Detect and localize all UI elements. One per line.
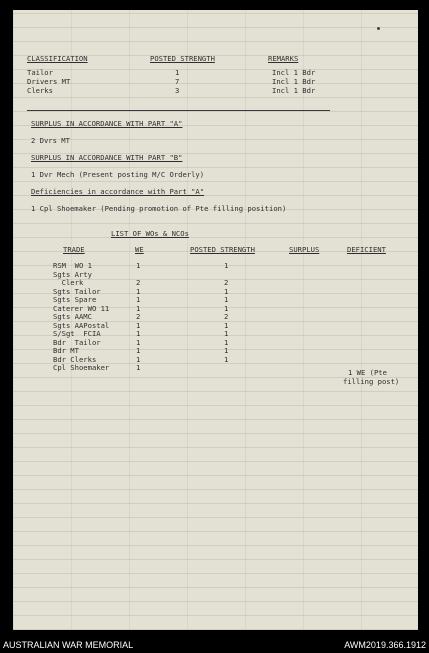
list-row-posted: 1 xyxy=(224,320,229,330)
list-row-we: 2 xyxy=(136,312,141,321)
col-header-remarks: REMARKS xyxy=(268,54,299,63)
list-header-posted-strength: POSTED STRENGTH xyxy=(190,245,255,254)
deficient-note-line-1: 1 WE (Pte xyxy=(348,368,387,377)
list-header-surplus: SURPLUS xyxy=(289,245,320,254)
surplus-b-heading: SURPLUS IN ACCORDANCE WITH PART "B" xyxy=(31,153,183,162)
deficiencies-heading: Deficiencies in accordance with Part "A" xyxy=(31,187,205,196)
surplus-a-heading: SURPLUS IN ACCORDANCE WITH PART "A" xyxy=(31,119,183,128)
list-row-posted: 1 xyxy=(224,354,229,364)
header-row-trade: Clerks xyxy=(27,86,53,95)
list-row-we: 1 xyxy=(136,337,141,347)
list-row-trade: S/Sgt FCIA xyxy=(53,329,101,338)
footer-bar xyxy=(0,633,429,653)
list-row-trade: Sgts Spare xyxy=(53,295,97,304)
header-row-trade: Drivers MT xyxy=(27,77,71,86)
list-row-we: 1 xyxy=(136,320,141,330)
list-row-trade: Sgts Arty xyxy=(53,269,92,279)
list-row-posted: 1 xyxy=(224,346,229,355)
list-row-trade: Clerk xyxy=(53,278,84,287)
list-row-trade: Sgts Tailor xyxy=(53,286,101,296)
col-header-classification: CLASSIFICATION xyxy=(27,54,88,63)
list-row-we: 1 xyxy=(136,329,141,338)
list-row-posted: 1 xyxy=(224,295,229,304)
list-row-we: 1 xyxy=(136,295,141,304)
header-row-strength: 7 xyxy=(175,77,180,86)
list-header-deficient: DEFICIENT xyxy=(347,245,386,254)
list-row-we: 1 xyxy=(136,354,141,364)
list-row-trade: Cpl Shoemaker xyxy=(53,363,110,372)
header-row-trade: Tailor xyxy=(27,68,53,77)
deficient-note-line-2: filling post) xyxy=(343,377,400,386)
list-row-posted: 1 xyxy=(224,329,229,338)
surplus-b-text: 1 Dvr Mech (Present posting M/C Orderly) xyxy=(31,170,205,179)
list-row-posted: 2 xyxy=(224,278,229,287)
list-title: LIST OF WOs & NCOs xyxy=(111,229,189,238)
header-rule xyxy=(27,110,330,111)
ink-mark xyxy=(377,27,380,30)
header-row-remarks: Incl 1 Bdr xyxy=(272,68,316,77)
col-header-posted-strength: POSTED STRENGTH xyxy=(150,54,215,63)
surplus-a-text: 2 Dvrs MT xyxy=(31,136,70,145)
footer-right: AWM2019.366.1912 xyxy=(344,640,426,650)
header-row-remarks: Incl 1 Bdr xyxy=(272,77,316,86)
list-row-trade: Sgts AAPostal xyxy=(53,320,110,330)
list-row-trade: Bdr MT xyxy=(53,346,79,355)
list-row-posted: 1 xyxy=(224,261,229,270)
list-header-trade: TRADE xyxy=(63,245,85,254)
list-row-trade: Sgts AAMC xyxy=(53,312,92,321)
list-row-trade: Caterer WO 11 xyxy=(53,303,110,313)
list-row-posted: 2 xyxy=(224,312,229,321)
list-row-we: 2 xyxy=(136,278,141,287)
header-row-remarks: Incl 1 Bdr xyxy=(272,86,316,95)
footer-left: AUSTRALIAN WAR MEMORIAL xyxy=(3,640,134,650)
list-row-we: 1 xyxy=(136,261,141,270)
list-row-we: 1 xyxy=(136,363,141,372)
list-header-we: WE xyxy=(135,245,144,254)
list-row-trade: Bdr Clerks xyxy=(53,354,97,364)
list-row-posted: 1 xyxy=(224,286,229,296)
header-row-strength: 3 xyxy=(175,86,180,95)
list-row-we: 1 xyxy=(136,286,141,296)
list-row-trade: RSM WO 1 xyxy=(53,261,92,270)
document-page xyxy=(13,10,418,630)
list-row-posted: 1 xyxy=(224,337,229,347)
header-row-strength: 1 xyxy=(175,68,180,77)
list-row-we: 1 xyxy=(136,303,141,313)
list-row-posted: 1 xyxy=(224,303,229,313)
list-row-we: 1 xyxy=(136,346,141,355)
list-row-trade: Bdr Tailor xyxy=(53,337,101,347)
deficiencies-text: 1 Cpl Shoemaker (Pending promotion of Pte filling position) xyxy=(31,204,287,213)
